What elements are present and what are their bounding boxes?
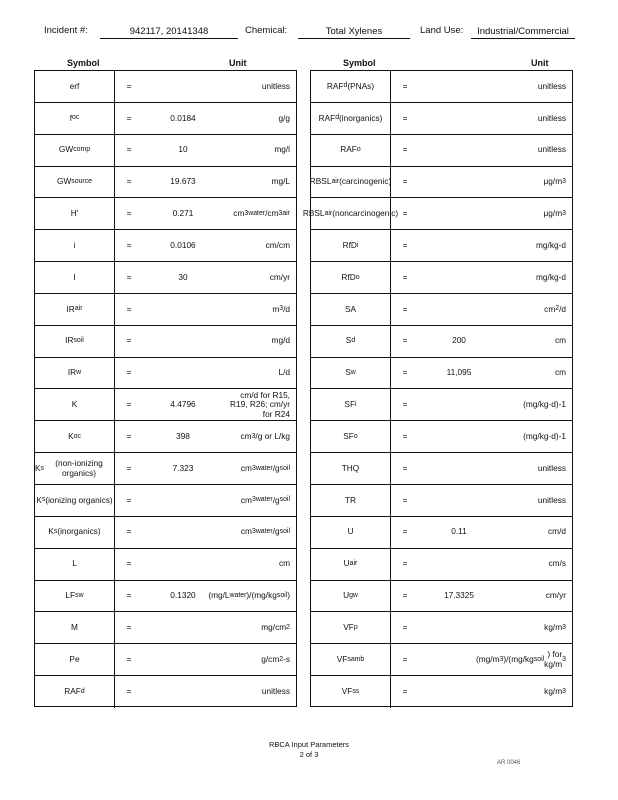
equals-sign: = — [402, 558, 408, 569]
parameter-unit: unitless — [537, 80, 566, 91]
parameter-unit: unitless — [537, 494, 566, 505]
parameter-value — [419, 453, 499, 484]
chemical-value: Total Xylenes — [298, 25, 410, 39]
equals-sign: = — [126, 430, 132, 441]
parameter-unit: cm/d — [548, 526, 566, 537]
parameter-symbol: RAF d (inorganics) — [311, 103, 391, 134]
equals-sign: = — [126, 80, 132, 91]
parameter-unit: (mg/kg-d)-1 — [523, 399, 566, 410]
equals-sign: = — [402, 430, 408, 441]
parameter-row — [311, 358, 572, 390]
parameter-value: 17.3325 — [444, 590, 474, 601]
parameter-row — [35, 167, 296, 199]
parameter-row — [311, 644, 572, 676]
parameter-symbol: SF o — [311, 421, 391, 452]
parameter-value — [419, 389, 499, 420]
parameter-unit: L/d — [278, 367, 290, 378]
parameter-symbol: U — [311, 517, 391, 548]
parameter-value — [143, 676, 223, 708]
parameter-symbol: RfD i — [311, 230, 391, 261]
equals-sign: = — [126, 112, 132, 123]
equals-sign: = — [402, 144, 408, 155]
parameter-value — [143, 294, 223, 325]
parameter-symbol: K — [35, 389, 115, 420]
parameter-row — [35, 294, 296, 326]
parameter-value — [419, 135, 499, 166]
parameter-value: 398 — [176, 430, 190, 441]
parameter-row — [35, 676, 296, 708]
parameter-unit: μg/m 3 — [543, 208, 566, 219]
right-parameter-table — [302, 70, 573, 707]
parameter-value: 19.673 — [170, 176, 196, 187]
parameter-value — [419, 167, 499, 198]
equals-sign: = — [402, 239, 408, 250]
parameter-symbol: Pe — [35, 644, 115, 675]
parameter-symbol: f oc — [35, 103, 115, 134]
parameter-row — [311, 326, 572, 358]
parameter-unit: cm/yr — [545, 590, 566, 601]
parameter-value: 11,095 — [446, 367, 472, 378]
parameter-row — [311, 262, 572, 294]
parameter-unit: cm — [278, 558, 290, 569]
parameter-row — [35, 517, 296, 549]
parameter-value — [143, 358, 223, 389]
parameter-symbol: SF i — [311, 389, 391, 420]
parameter-row — [311, 71, 572, 103]
parameter-value — [143, 485, 223, 516]
parameter-value — [143, 517, 223, 548]
parameter-row — [302, 198, 572, 230]
parameter-value: 0.0184 — [170, 112, 196, 123]
parameter-unit: cm/d for R15, R19, R26; cm/yr for R24 — [230, 389, 290, 419]
parameter-unit: unitless — [261, 80, 290, 91]
parameter-unit: cm/yr — [269, 271, 290, 282]
equals-sign: = — [126, 335, 132, 346]
parameter-symbol: RAF o — [311, 135, 391, 166]
parameter-value — [419, 612, 499, 643]
parameter-unit: mg/kg-d — [536, 271, 566, 282]
parameter-symbol: THQ — [311, 453, 391, 484]
parameter-row — [35, 453, 296, 485]
parameter-row — [35, 549, 296, 581]
equals-sign: = — [126, 144, 132, 155]
parameter-value: 30 — [178, 271, 188, 282]
parameter-unit: g/g — [278, 112, 290, 123]
parameter-row — [311, 517, 572, 549]
equals-sign: = — [402, 208, 408, 219]
parameter-value: 0.11 — [451, 526, 467, 537]
equals-sign: = — [402, 653, 408, 664]
parameter-unit: mg/d — [271, 335, 290, 346]
parameter-unit: cm 3 water /g soil — [240, 526, 290, 537]
parameter-unit: unitless — [261, 686, 290, 697]
parameter-value — [143, 549, 223, 580]
parameter-value — [419, 71, 499, 102]
parameter-symbol: L — [35, 549, 115, 580]
parameter-value: 7.323 — [172, 462, 194, 473]
incident-number-value: 942117, 20141348 — [100, 25, 238, 39]
parameter-value — [143, 612, 223, 643]
parameter-row — [311, 103, 572, 135]
parameter-row — [311, 230, 572, 262]
parameter-value — [143, 71, 223, 102]
parameter-row — [35, 612, 296, 644]
equals-sign: = — [402, 303, 408, 314]
parameter-row — [35, 389, 296, 421]
parameter-unit: kg/m 3 — [544, 622, 566, 632]
parameter-value — [143, 326, 223, 357]
parameter-unit: (mg/m 3 )/(mg/kg soil ) for kg/m 3 — [476, 649, 566, 669]
parameter-symbol: GW source — [35, 167, 115, 198]
parameter-symbol: RAF d (PNAs) — [311, 71, 391, 102]
equals-sign: = — [126, 590, 132, 601]
parameter-value — [419, 421, 499, 452]
parameter-unit: cm 3 water /cm 3 air — [233, 208, 290, 219]
parameter-unit: cm/cm — [265, 239, 290, 250]
parameter-row — [35, 485, 296, 517]
parameter-row — [35, 103, 296, 135]
parameter-symbol: K oc — [35, 421, 115, 452]
equals-sign: = — [402, 80, 408, 91]
parameter-symbol: S w — [311, 358, 391, 389]
parameter-row — [35, 135, 296, 167]
equals-sign: = — [402, 526, 408, 537]
equals-sign: = — [126, 303, 132, 314]
parameter-value — [143, 644, 223, 675]
parameter-unit: unitless — [537, 462, 566, 473]
parameter-row — [311, 612, 572, 644]
document-stamp: AR 0046 — [497, 760, 521, 766]
parameter-row — [35, 71, 296, 103]
right-symbol-header: Symbol — [343, 58, 376, 68]
parameter-value: 200 — [452, 335, 466, 346]
parameter-row — [311, 167, 572, 199]
parameter-unit: cm 3 water /g soil — [240, 462, 290, 473]
parameter-row — [35, 358, 296, 390]
parameter-value — [419, 676, 499, 708]
equals-sign: = — [126, 208, 132, 219]
parameter-symbol: VF ss — [311, 676, 391, 708]
parameter-unit: mg/cm 2 — [261, 622, 290, 632]
parameter-row — [35, 326, 296, 358]
footer-title: RBCA Input Parameters — [268, 740, 350, 749]
land-use-label: Land Use: — [420, 25, 464, 36]
parameter-value — [419, 549, 499, 580]
equals-sign: = — [126, 494, 132, 505]
parameter-unit: μg/m 3 — [543, 176, 566, 187]
equals-sign: = — [402, 494, 408, 505]
parameter-unit: unitless — [537, 112, 566, 123]
land-use-value: Industrial/Commercial — [471, 25, 575, 39]
parameter-row — [35, 644, 296, 676]
document-header — [0, 25, 618, 41]
parameter-value: 10 — [178, 144, 188, 155]
parameter-row — [311, 676, 572, 708]
parameter-symbol: i — [35, 230, 115, 261]
parameter-row — [311, 294, 572, 326]
parameter-unit: cm — [554, 367, 566, 378]
parameter-row — [35, 581, 296, 613]
parameter-value — [419, 294, 499, 325]
parameter-unit: unitless — [537, 144, 566, 155]
equals-sign: = — [126, 653, 132, 664]
parameter-symbol: GW comp — [35, 135, 115, 166]
parameter-symbol: K s (ionizing organics) — [35, 485, 115, 516]
parameter-value: 0.0106 — [170, 239, 196, 250]
parameter-unit: cm 3 /g or L/kg — [240, 430, 290, 441]
parameter-unit: g/cm 2 -s — [261, 653, 290, 664]
parameter-unit: mg/kg-d — [536, 239, 566, 250]
incident-label: Incident #: — [44, 25, 88, 36]
parameter-unit: (mg/L water )/(mg/kg soil ) — [208, 590, 290, 601]
equals-sign: = — [126, 558, 132, 569]
parameter-row — [35, 198, 296, 230]
equals-sign: = — [402, 367, 408, 378]
equals-sign: = — [126, 686, 132, 697]
parameter-symbol: U air — [311, 549, 391, 580]
parameter-unit: cm — [554, 335, 566, 346]
parameter-row — [311, 421, 572, 453]
equals-sign: = — [402, 112, 408, 123]
equals-sign: = — [126, 462, 132, 473]
parameter-symbol: M — [35, 612, 115, 643]
equals-sign: = — [402, 686, 408, 697]
parameter-symbol: TR — [311, 485, 391, 516]
equals-sign: = — [126, 622, 132, 632]
parameter-symbol: U gw — [311, 581, 391, 612]
parameter-unit: (mg/kg-d)-1 — [523, 430, 566, 441]
parameter-symbol: I — [35, 262, 115, 293]
parameter-symbol: K s (non-ionizing organics) — [35, 453, 115, 484]
parameter-symbol: erf — [35, 71, 115, 102]
equals-sign: = — [402, 176, 408, 187]
parameter-symbol: RBSL air (carcinogenic) — [311, 167, 391, 198]
parameter-symbol: IR air — [35, 294, 115, 325]
parameter-value — [419, 485, 499, 516]
parameter-value — [419, 262, 499, 293]
parameter-value: 0.271 — [172, 208, 194, 219]
parameter-value — [419, 230, 499, 261]
parameter-row — [311, 485, 572, 517]
parameter-row — [311, 135, 572, 167]
parameter-symbol: K s (inorganics) — [35, 517, 115, 548]
parameter-symbol: LF sw — [35, 581, 115, 612]
equals-sign: = — [402, 271, 408, 282]
chemical-label: Chemical: — [245, 25, 288, 36]
parameter-value: 4.4796 — [170, 399, 196, 410]
parameter-symbol: RAF d — [35, 676, 115, 708]
equals-sign: = — [126, 271, 132, 282]
equals-sign: = — [126, 367, 132, 378]
equals-sign: = — [402, 590, 408, 601]
parameter-unit: cm 2 /d — [544, 303, 566, 314]
equals-sign: = — [402, 462, 408, 473]
parameter-symbol: SA — [311, 294, 391, 325]
parameter-row — [311, 389, 572, 421]
parameter-symbol: RBSL air (noncarcinogenic) — [311, 198, 391, 229]
parameter-symbol: IR soil — [35, 326, 115, 357]
parameter-unit: cm/s — [548, 558, 566, 569]
equals-sign: = — [402, 622, 408, 632]
parameter-row — [311, 581, 572, 613]
parameter-unit: m 3 /d — [272, 303, 290, 314]
footer-page-number: 2 of 3 — [299, 750, 319, 759]
equals-sign: = — [126, 176, 132, 187]
parameter-unit: mg/L — [271, 176, 290, 187]
parameter-value — [419, 103, 499, 134]
left-parameter-table — [34, 70, 297, 707]
equals-sign: = — [126, 399, 132, 410]
parameter-row — [35, 230, 296, 262]
parameter-symbol: VF samb — [311, 644, 391, 675]
right-unit-header: Unit — [531, 58, 549, 68]
parameter-value — [419, 198, 499, 229]
equals-sign: = — [126, 239, 132, 250]
equals-sign: = — [402, 335, 408, 346]
parameter-unit: kg/m 3 — [544, 686, 566, 697]
equals-sign: = — [402, 399, 408, 410]
parameter-row — [35, 262, 296, 294]
parameter-value: 0.1320 — [170, 590, 196, 601]
equals-sign: = — [126, 526, 132, 537]
parameter-row — [311, 453, 572, 485]
parameter-unit: cm 3 water /g soil — [240, 494, 290, 505]
parameter-symbol: S d — [311, 326, 391, 357]
left-symbol-header: Symbol — [67, 58, 100, 68]
parameter-row — [311, 549, 572, 581]
parameter-row — [35, 421, 296, 453]
parameter-symbol: RfD o — [311, 262, 391, 293]
parameter-symbol: IR w — [35, 358, 115, 389]
left-unit-header: Unit — [229, 58, 247, 68]
parameter-symbol: VF p — [311, 612, 391, 643]
parameter-unit: mg/l — [274, 144, 290, 155]
parameter-symbol: H' — [35, 198, 115, 229]
